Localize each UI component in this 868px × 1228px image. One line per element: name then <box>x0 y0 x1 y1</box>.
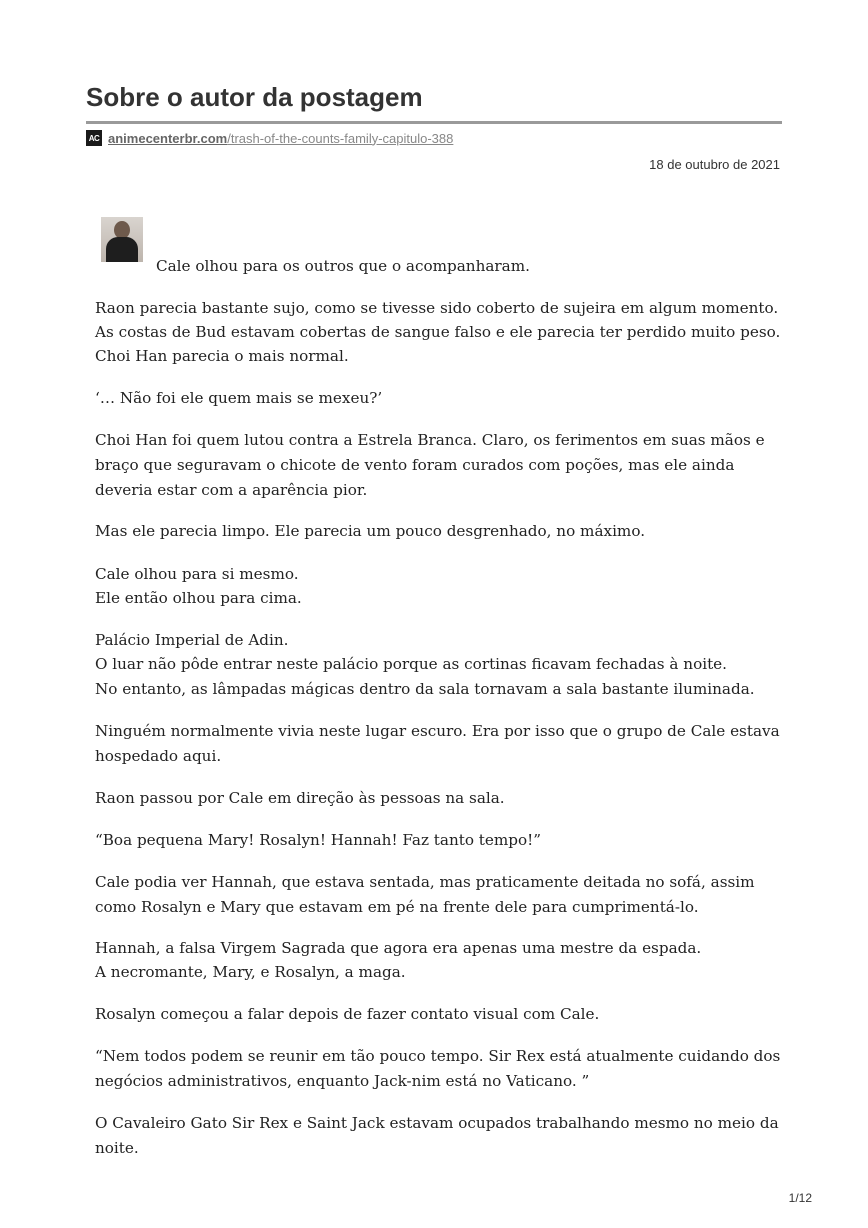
paragraph-line: Mas ele parecia limpo. Ele parecia um pouco desgrenhado, no máximo. <box>95 522 646 540</box>
paragraph-line: Choi Han parecia o mais normal. <box>95 347 349 365</box>
source-link[interactable] <box>86 129 453 147</box>
paragraph-line: Rosalyn começou a falar depois de fazer contato visual com Cale. <box>95 1005 600 1023</box>
paragraph-line: “Boa pequena Mary! Rosalyn! Hannah! Faz tanto tempo!” <box>95 831 542 849</box>
paragraph-line: “Nem todos podem se reunir em tão pouco tempo. Sir Rex está atualmente cuidando dos <box>95 1047 781 1065</box>
paragraph-line: como Rosalyn e Mary que estavam em pé na frente dele para cumprimentá-lo. <box>95 898 699 916</box>
paragraph-line: negócios administrativos, enquanto Jack-nim está no Vaticano. ” <box>95 1072 590 1090</box>
paragraph-line: Cale olhou para os outros que o acompanharam. <box>156 257 530 275</box>
source-path[interactable]: /trash-of-the-counts-family-capitulo-388 <box>227 130 454 146</box>
paragraph-line: Raon parecia bastante sujo, como se tivesse sido coberto de sujeira em algum momento. <box>95 299 779 317</box>
site-logo-icon: AC <box>86 130 102 146</box>
paragraph-line: ‘… Não foi ele quem mais se mexeu?’ <box>95 389 383 407</box>
paragraph-line: A necromante, Mary, e Rosalyn, a maga. <box>95 963 406 981</box>
source-domain[interactable]: animecenterbr.com <box>108 130 228 146</box>
paragraph-line: noite. <box>95 1139 139 1157</box>
paragraph-line: Ninguém normalmente vivia neste lugar escuro. Era por isso que o grupo de Cale estava <box>95 722 780 740</box>
paragraph-line: Choi Han foi quem lutou contra a Estrela Branca. Claro, os ferimentos em suas mãos e <box>95 431 765 449</box>
paragraph-line: Raon passou por Cale em direção às pessoas na sala. <box>95 789 505 807</box>
page-title: Sobre o autor da postagem <box>86 82 423 112</box>
paragraph-line: Cale olhou para si mesmo. <box>95 565 299 583</box>
author-avatar <box>101 217 143 262</box>
paragraph-line: No entanto, as lâmpadas mágicas dentro da sala tornavam a sala bastante iluminada. <box>95 680 755 698</box>
post-date: 18 de outubro de 2021 <box>649 157 780 172</box>
paragraph-line: O Cavaleiro Gato Sir Rex e Saint Jack estavam ocupados trabalhando mesmo no meio da <box>95 1114 779 1132</box>
paragraph-line: O luar não pôde entrar neste palácio porque as cortinas ficavam fechadas à noite. <box>95 655 727 673</box>
page-number: 1/12 <box>788 1191 812 1205</box>
paragraph-line: braço que seguravam o chicote de vento foram curados com poções, mas ele ainda <box>95 456 735 474</box>
paragraph-line: Cale podia ver Hannah, que estava sentada, mas praticamente deitada no sofá, assim <box>95 873 755 891</box>
paragraph-line: Palácio Imperial de Adin. <box>95 631 289 649</box>
paragraph-line: Ele então olhou para cima. <box>95 589 302 607</box>
paragraph-line: As costas de Bud estavam cobertas de sangue falso e ele parecia ter perdido muito peso. <box>95 323 781 341</box>
title-divider <box>86 121 782 124</box>
paragraph-line: Hannah, a falsa Virgem Sagrada que agora era apenas uma mestre da espada. <box>95 939 702 957</box>
paragraph-line: hospedado aqui. <box>95 747 222 765</box>
paragraph-line: deveria estar com a aparência pior. <box>95 481 368 499</box>
